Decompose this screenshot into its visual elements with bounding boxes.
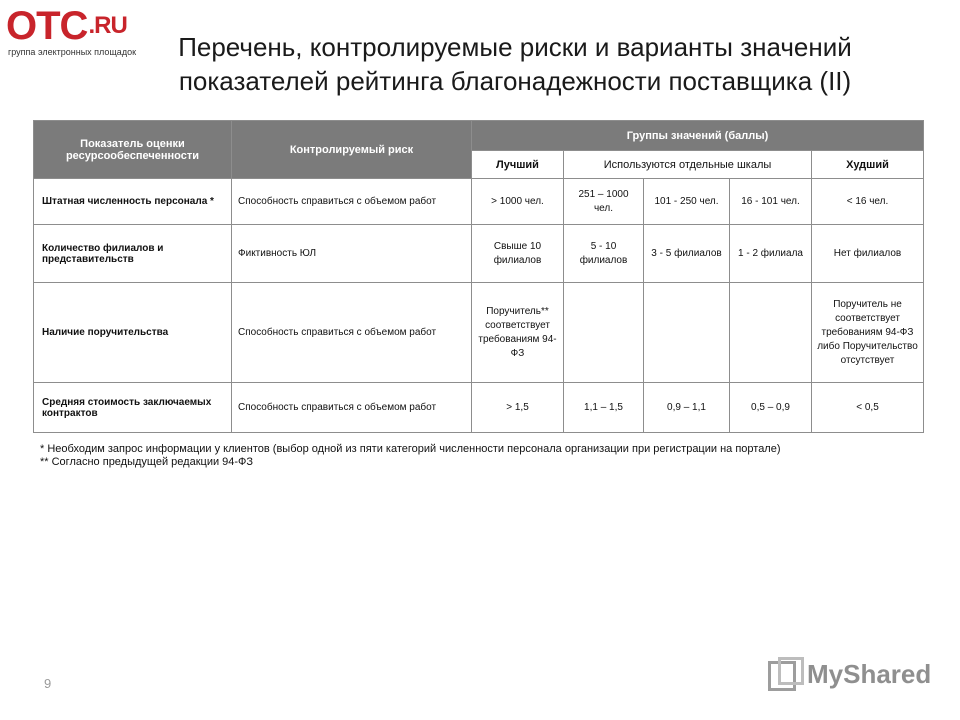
row-value: > 1000 чел.	[472, 179, 564, 225]
footnotes	[40, 443, 781, 469]
title-line-1: Перечень, контролируемые риски и варианты значений	[178, 32, 852, 62]
row-indicator: Штатная численность персонала *	[34, 179, 232, 225]
row-value: 251 – 1000 чел.	[564, 179, 644, 225]
row-indicator: Количество филиалов и представительств	[34, 225, 232, 283]
row-value: 3 - 5 филиалов	[644, 225, 730, 283]
header-worst: Худший	[812, 151, 924, 179]
myshared-watermark	[768, 654, 931, 694]
row-value: 1 - 2 филиала	[730, 225, 812, 283]
watermark-text: MyShared	[807, 658, 932, 689]
row-value: Свыше 10 филиалов	[472, 225, 564, 283]
table-row	[34, 225, 924, 283]
rating-table	[33, 120, 924, 433]
row-risk: Способность справиться с объемом работ	[232, 383, 472, 433]
row-value	[730, 283, 812, 383]
row-value: 0,5 – 0,9	[730, 383, 812, 433]
otc-logo	[6, 6, 146, 60]
footnote-1: * Необходим запрос информации у клиентов (выбор одной из пяти категорий численности персонала организации при регистрации на портале)	[40, 443, 781, 455]
header-middle: Используются отдельные шкалы	[564, 151, 812, 179]
row-value: 1,1 – 1,5	[564, 383, 644, 433]
row-value: Поручитель** соответствует требованиям 94-ФЗ	[472, 283, 564, 383]
logo-main-text: OTC	[6, 4, 88, 48]
page-number: 9	[44, 676, 52, 691]
row-value: Поручитель не соответствует требованиям 94-ФЗ либо Поручительство отсутствует	[812, 283, 924, 383]
header-best: Лучший	[472, 151, 564, 179]
logo-suffix: .RU	[88, 12, 127, 39]
row-value: Нет филиалов	[812, 225, 924, 283]
table-row	[34, 283, 924, 383]
row-value: > 1,5	[472, 383, 564, 433]
table-row	[34, 383, 924, 433]
row-indicator: Наличие поручительства	[34, 283, 232, 383]
logo-subtitle: группа электронных площадок	[8, 47, 137, 57]
row-value: 16 - 101 чел.	[730, 179, 812, 225]
row-value	[564, 283, 644, 383]
row-risk: Фиктивность ЮЛ	[232, 225, 472, 283]
myshared-logo-icon	[768, 657, 802, 691]
header-indicator: Показатель оценки ресурсообеспеченности	[34, 121, 232, 179]
row-indicator: Средняя стоимость заключаемых контрактов	[34, 383, 232, 433]
title-line-2: показателей рейтинга благонадежности поставщика (II)	[178, 66, 852, 96]
header-groups: Группы значений (баллы)	[472, 121, 924, 151]
row-value: 5 - 10 филиалов	[564, 225, 644, 283]
row-value: < 0,5	[812, 383, 924, 433]
row-value	[644, 283, 730, 383]
slide-title	[140, 30, 890, 98]
footnote-2: ** Согласно предыдущей редакции 94-ФЗ	[40, 456, 254, 468]
row-risk: Способность справиться с объемом работ	[232, 179, 472, 225]
row-value: 101 - 250 чел.	[644, 179, 730, 225]
row-risk: Способность справиться с объемом работ	[232, 283, 472, 383]
row-value: < 16 чел.	[812, 179, 924, 225]
row-value: 0,9 – 1,1	[644, 383, 730, 433]
header-risk: Контролируемый риск	[232, 121, 472, 179]
table-row	[34, 179, 924, 225]
